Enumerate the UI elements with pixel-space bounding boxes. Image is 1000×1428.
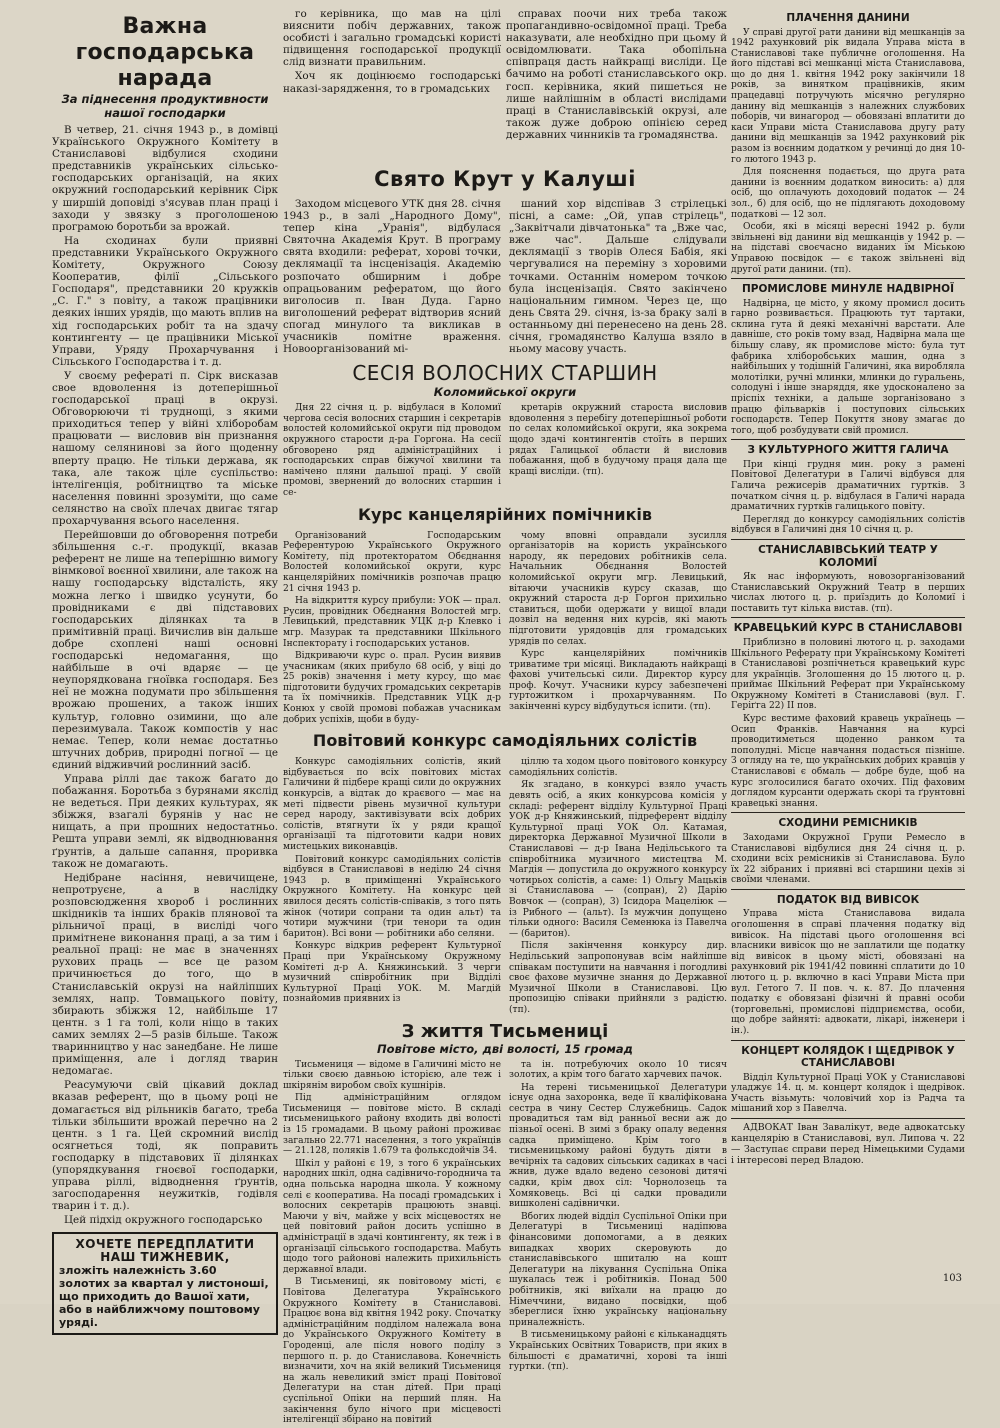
paragraph: Вбогих людей відділ Суспільної Опіки при Делегатурі в Тисьмениці надіпюва фінансовими допомогами, а в деяких випадках хворих скеровують до станиславівського шпиталю на кошт Делегатури на лікування Суспільна Опіка шукалась теж і робітників. Понад 500 робітників, які виїхали на працю до Німеччини, видано посвідки, щоб збереглися їхню українську національну приналежність. xyxy=(509,1211,727,1328)
paragraph: Надвірна, це місто, у якому промисл досить гарно розвивається. Працюють тут тартаки, склина гута й деякі механічні варстати. Але давніше, сто років тому взад, Надвірна мала ще більшу славу, як промислове місто: була тут фабрика хліборобських машин, одна з найбільших у тодішній Галичині, яка виробляла молотілки, ручні млинки, млинки до гуральень, солодуні і інше знаряддя, яке удосконалено за пріспіх техніки, а дальше зорганізовано з працю фільварків і поступових сільських господарств. Тепер Покуття знову змагає до того, щоб розбудувати свій промисл. xyxy=(731,298,965,436)
column-3-top xyxy=(506,8,727,143)
divider xyxy=(731,1040,965,1041)
subscription-ad xyxy=(52,1232,278,1335)
paragraph: Заходами Окружної Групи Ремесло в Станиславові відбулися дня 24 січня ц. р. сходини всіх ремісників зі Станиславова. Було їх 22 зібраних і приявні всі старшини цехів зі своїми членами. xyxy=(731,832,965,886)
article-title: Повітовий конкурс самодіяльних солістів xyxy=(312,731,698,751)
section-title: ПОДАТОК ВІД ВИВІСОК xyxy=(776,893,920,906)
paragraph: На відкриття курсу прибули: УОК — прал. Русин, провідник Обєднання Волостей мгр. Левицький, представник УЦК д-р Клевко і мгр. Мазурак та представники Шкільного Інспекторату і господарських установ. xyxy=(283,596,501,649)
lawyer-ad: АДВОКАТ Іван Завалікут, веде адвокатську канцелярію в Станиславові, вул. Липова ч. 22 — Заступає справи перед Німецькими Судами і інтересові перед Владою. xyxy=(731,1121,965,1166)
paragraph: Управа міста Станиславова видала оголошення в справі плачення податку від вивісок. На підставі цього оголошення всі власники вивісок що не заплатили ще податку від вивісок в цьому місті, обовязані на рахунковий рік 1941/42 повинні сплатити до 10 лютого ц. р. включно в касі Управи Міста при вул. Гетого 7. ІІ пов. ч. к. 87. До плачення податку є обовязані фізичні й правні особи (торговельні, промислові підприємства, особи, що добре зайняті: адвокати, лікарі, інженери і ін.). xyxy=(731,909,965,1036)
column-1 xyxy=(52,8,278,1335)
divider xyxy=(731,1118,965,1119)
divider xyxy=(731,889,965,890)
paragraph: ціллю та ходом цього повітового конкурсу самодіяльних солістів. xyxy=(509,757,727,778)
page-number: 103 xyxy=(942,1273,962,1284)
paragraph: Перегляд до конкурсу самодіяльних солістів відбувся в Галичині дня 10 січня ц. р. xyxy=(731,514,965,536)
divider xyxy=(731,539,965,540)
paragraph: Шкіл у районі є 19, з того 6 українських народних шкіл, одна садівничо-городнича та одна польська народна школа. У кожному селі є кооператива. На посаді громадських і волосних секретарів працюють знавці. Маючи у віч, майже у всіх місцевостях не цей повітовий район досить успішно в адміністрації в здачі контингенту, як теж і в організації сільського господарства. Мабуть щодо того районові належить прихильність державної влади. xyxy=(283,1158,501,1275)
paragraph: та ін. потребуючих около 10 тисяч золотих, а крім того багато харчевих пачок. xyxy=(509,1059,727,1081)
paragraph: Організований Господарським Референтурою Українського Окружного Комітету, під протекторатом Обєднання Волостей коломийської округи, курс канцелярійних помічників розпочав працю 21 січня 1943 р. xyxy=(283,530,501,594)
paragraph: Відділ Культурної Праці УОК у Станиславові уладжує 14. ц. м. концерт колядок і щедрівок. Участь візьмуть: чоловічий хор із Радча та мішаний хор з Павелча. xyxy=(731,1072,965,1115)
paragraph: Як згадано, в конкурсі взяло участь девять осіб, а яких конкурсова комісія у складі: референт відділу Культурної Праці УОК д-р Княжинський, підреферент відділу Культурної праці УОК Ол. Катамая, директорка Державної Музичної Школи в Станиславові — д-р Івана Недільського та співробітника музичного мистецтва М. Магдія — допустила до окружного конкурсу чотирьох солістів, а саме: 1) Ольгу Мацьків зі Станиславова — (сопран), 2) Дарію Вовчок — (сопран), 3) Ісидора Мацеліюк — із Рибного — (альт). Із мужчин допущено тільки одного: Василя Семенюка із Павелча — (баритон). xyxy=(509,780,727,939)
section-title: СТАНИСЛАВІВСЬКИЙ ТЕАТР У КОЛОМИЇ xyxy=(758,544,938,569)
ad-body: зложіть належність 3.60 золотих за квартал у листоноші, що приходить до Вашої хати, або в найближчому поштовому уряді. xyxy=(59,1264,269,1330)
paragraph: Курс канцелярійних помічників триватиме три місяці. Викладають найкращі фахові учительські сили. Директор курсу проф. Кочут. Учасники курсу забезпечені гуртожитком і прохарчуванням. По закінченні курсу відбудуться іспити. (тп). xyxy=(509,649,727,713)
section-title: З КУЛЬТУРНОГО ЖИТТЯ ГАЛИЧА xyxy=(747,444,949,457)
paragraph: Дня 22 січня ц. р. відбулася в Коломиї чергова сесія волосних старшин і секретарів волостей коломийської округи під проводом окружного старости д-ра Горгона. На сесії обговорено ряд адміністраційних і господарських справ біжучої хвилини та намічено пляни дальшої праці. У своїй промові, звернений до волосних старшин і се- xyxy=(283,403,501,498)
paragraph: Хоч як доцінюємо господарські наказі-зарядження, то в громадських xyxy=(283,70,501,95)
paragraph: В Тисьмениці, як повітовому місті, є Повітова Делегатура Українського Окружного Комітету в Станиславові. Працює вона від квітня 1942 року. Спочатку адміністраційним подділом належала вона до Українського Окружного Комітету в Городенці, але після нового поділу з першого п. р. до Станиславова. Конечність визначити, хоч на якій великий Тисьмениця на жаль невеликий зміст праці Повітової Делегатури на стан дітей. При праці суспільної Опіки на перший плян. На закінчення було нічого при місцевості інтелігенції збірано на повітий xyxy=(283,1277,501,1426)
article-title: З життя Тисьмениці xyxy=(401,1020,609,1042)
paragraph: Під адміністраційним оглядом Тисьмениця — повітове місто. В складі тисьменицького району входить дві волості із 15 громадами. В цьому районі проживає загально 22.771 населення, з того українців — 21.128, поляків 1.679 та фольксдойчів 34. xyxy=(283,1093,501,1157)
paragraph: Заходом місцевого УТК дня 28. січня 1943 р., в залі „Народного Дому", тепер кіна „Уранія", відбулася Святочна Академія Крут. В програму свята входили: реферат, хорові точки, деклямації та інсценізація. Академію розпочато обширним і добре опрацьованим рефератом, що його виголосив п. Іван Дуда. Гарно виголошений реферат відтворив ясний спогад минулого та викликав в учасників помітне враження. Новоорганізований мі- xyxy=(283,198,501,356)
paragraph: Курс вестиме фаховий кравець українець — Осип Франків. Навчання на курсі проводитиметься щоденно ранком та пополудні. Місце навчання подасться пізніше. З огляду на те, що українських добрих кравців у Станиславові є обмаль — добре буде, щоб на курс зголосилися багато охочих. Під фаховим доглядом курсанти одержать скорі та ґрунтовні кравецькі знання. xyxy=(731,714,965,809)
paragraph: Тисьмениця — відоме в Галичині місто не тільки своєю давньою історією, але теж і шкірянім виробом своїх кушнірів. xyxy=(283,1059,501,1091)
paragraph: Повітовий конкурс самодіяльних солістів відбувся в Станиславові в неділю 24 січня 1943 р. в приміщенні Українського Окружного Комітету. На конкурс цей явилося десять солістів-співаків, з того пять жінок (чотири сопрани та один альт) та чотири мужчини (три тенори та один баритон). Всі вони — робітники або селяни. xyxy=(283,854,501,939)
paragraph: Після закінчення конкурсу дир. Недільський запропонував всім найліпше співакам поступити на навчання і погодливі своє фахове музичне знання до Державної Музичної Школи в Станиславові. Цю пропозицію співаки прийняли з радістю. (тп). xyxy=(509,941,727,1015)
section-title: ПРОМИСЛОВЕ МИНУЛЕ НАДВІРНОЇ xyxy=(742,283,954,296)
divider xyxy=(731,278,965,279)
article-subtitle: Повітове місто, дві волості, 15 громад xyxy=(377,1041,633,1056)
article-title: Важна господарська нарада xyxy=(75,14,255,91)
ad-heading: ХОЧЕТЕ ПЕРЕДПЛАТИТИ НАШ ТИЖНЕВИК, xyxy=(75,1237,255,1265)
paragraph: У своєму рефераті п. Сірк висказав свое вдоволення із дотеперішньої господарської праці в окрузі. Обговорюючи ті труднощі, з якими приходиться тепер у війні хліборобам працювати — висловив він признання нашому селянинові за його щоденну вперту працю. Не тільки держава, як така, але також ціле суспільство: інтелігенція, робітництво та міське населення повинні зрозуміти, що саме селянство на своїх плечах двигає тягар прохарчування всього населення. xyxy=(52,369,278,527)
column-4 xyxy=(731,8,965,1168)
paragraph: шаний хор відспівав 3 стрілецькі пісні, а саме: „Ой, упав стрілець", „Заквітчали дівчатонька" та „Вже час, вже час". Дальше слідували деклямації з творів Олеся Бабія, які чергувалися на переміну з хоровими точками. Останнім номером точкою була інсценізація. Свято закінчено національним гимном. Через це, що день Свята 29. січня, із-за браку залі в останньому дні перенесено на день 28. січня, громадянство Калуша взяло в ньому масову участь. xyxy=(509,198,727,356)
article-title: Свято Крут у Калуші xyxy=(374,167,636,191)
paragraph: Реасумуючи свій цікавий доклад вказав референт, що в цьому році не домагається від рільників багато, треба тільки збільшити врожай перечно на 2 центн. з 1 га. Цей скромний вислід осягнеться тоді, як поправить господарку в підставових її ділянках (упорядкування гноєвої господарки, управа ріллі, відводнення ґрунтів, загосподарення неужитків, годівля тварин і т. д.). xyxy=(52,1079,278,1213)
section-title: КОНЦЕРТ КОЛЯДОК І ЩЕДРІВОК У СТАНИСЛАВОВІ xyxy=(741,1044,955,1069)
article-subtitle: За піднесення продуктивности нашої господарки xyxy=(61,92,269,120)
paragraph: Як нас інформують, новозорганізований Станиславський Окружний Театр в перших числах лютого ц. р. приїздить до Коломиї і поставить тут кілька вистав. (тп). xyxy=(731,572,965,614)
paragraph: чому вповні оправдали зусилля організаторів на користь українського народу, як передових робітників села. Начальник Обєднання Волостей коломийської округи мгр. Левицький, вітаючи учасників курсу сказав, що окружний староста д-р Горгон прихильно ставиться, щоби одержати у вищої влади дозвіл на ведення них курсів, які мають підготовити урядовців для громадських урядів по селах. xyxy=(509,530,727,647)
article-title: Курс канцелярійних помічників xyxy=(357,504,653,524)
center-section xyxy=(283,162,727,1428)
paragraph: У справі другої рати данини від мешканців за 1942 рахунковий рік видала Управа міста в Станиславові таке публичне оголошення. На його підставі всі мешканці міста Станиславова, що до дня 1. квітня 1942 року закінчили 18 років, за винятком працівників, яким працедавці потручують місячно регулярно данину від мешканців з належних службових поборів, чи винагород — обовязані вплатити до каси Управи міста Станиславова другу рату данини від мешканців за 1942 рахунковий рік разом із воєнним додатком у речинці до дня 10-го лютого 1943 р. xyxy=(731,27,965,165)
paragraph: Конкурс самодіяльних солістів, який відбувається по всіх повітових містах Галичини й підбере кращі сили до окружних конкурсів, а відтак до краєвого — має на меті підвести рівень музичної культури серед народу, зактивізувати всіх добрих солістів, втягнути їх у ряди кращої організації та підготовити кадри нових мистецьких виконавців. xyxy=(283,757,501,852)
paragraph: Цей підхід окружного господарсько xyxy=(64,1214,263,1227)
paragraph: На сходинах були приявні представники Українського Окружного Комітету, Окружного Союзу Кооператив, філії „Сільського Господаря", представники 20 кружків „С. Г." з повіту, а також працівники деяких інших урядів, що мають вплив на хід господарських робіт та на здачу контингенту — це працівники Міської Управи, Уряду Прохарчування і Сільського Господарства і т. д. xyxy=(52,234,278,368)
paragraph: Особи, які в місяці вересні 1942 р. були звільнені від данини від мешканців у 1942 р. — на підставі своєчасно виданих їм Міською Управою посвідок — є також звільнені від другої рати данини. (тп). xyxy=(731,222,965,275)
paragraph: Відкриваючи курс о. прал. Русин виявив учасникам (яких прибуло 68 осіб, у віці до 25 років) значення і мету курсу, що має підготовити будучих громадських секретарів та їх помічників. Представник УЦК д-р Конюх у своїй промові побажав учасникам добрих успіхів, щоби в буду- xyxy=(283,651,501,725)
paragraph: В четвер, 21. січня 1943 р., в домівці Українського Окружного Комітету в Станиславові відбулися сходини представників українських сільсько-господарських організацій, на яких окружний господарський керівник Сірк у ширшій доповіді з'ясував план праці і заходи у звязку з проголошеною програмою боротьби за врожай. xyxy=(52,124,278,233)
paragraph: Недібране насіння, невичищене, непротруєне, а в наслідку розповсюдження хвороб і рослинних шкідників та інших браків плянової та рільничої праці, в висліді чого примітнене виконання праці, а за тим і реальної праці: не має в значеннях рухових праць — все це разом причинюється до того, що в Станиславській окрузі на найліпших землях, напр. Товмацького повіту, збирають збіжжя 12, найбільше 17 центн. з 1 га толі, коли ніщо в таких самих землях 2—5 разів більше. Також тваринництво у нас занедбане. Не лише приміщення, але і догляд тварин недомагає. xyxy=(52,871,278,1078)
paragraph: Управа ріллі дає також багато до побажання. Боротьба з бурянами якслід не ведеться. При деяких культурах, як збіжжя, взагалі бурянів у нас не нищать, а при прошних недостатньо. Решта управи землі, як відводнювання ґрунтів, а дальше сапання, проривка також не домагають. xyxy=(52,772,278,870)
article-title: СЕСІЯ ВОЛОСНИХ СТАРШИН xyxy=(352,361,658,386)
paragraph: Для пояснення подається, що друга рата данини із воєнним додатком виносить: а) для осіб, що оплачують доходовий податок — 24 зол., б) для осіб, що не підлягають доходовому податкові — 12 зол. xyxy=(731,167,965,220)
section-title: КРАВЕЦЬКИЙ КУРС В СТАНИСЛАВОВІ xyxy=(733,622,963,635)
paragraph: Конкурс відкрив референт Культурної Праці при Українському Окружному Комітеті д-р А. Княжинський. З черги музичний співробітник при Відділі Культурної Праці УОК. М. Магдій познайомив приявних із xyxy=(283,941,501,1005)
paragraph: справах поочи них треба також пропагандивно-освідомної праці. Треба наказувати, але необхідно при цьому й освідомлювати. Така обопільна співпраця дасть найкращі висліди. Це бачимо на роботі станиславського окр. госп. керівника, який пишеться не лише найлішнім в області вислідами праці в Станиславівській окрузі, але також дуже доброю опінією серед державних чинників та громадянства. xyxy=(506,8,727,141)
paragraph: Приблизно в половині лютого ц. р. заходами Шкільного Реферату при Українському Комітеті в Станиславові розпічнеться кравецький курс для українців. Зголошення до 15 лютого ц. р. приймає Шкільний Реферат при Українському Окружному Комітеті в Станиславові (вул. Г. Геріґга 22) II пов. xyxy=(731,637,965,712)
paragraph: кретарів окружний староста висловив вдоволення з перебігу дотеперішньої роботи по селах коломийської округи, яка зокрема щодо здачі контингентів стоїть в перших рядах Галицької области й висловив побажання, щоб в будучому праця дала ще кращі висліди. (тп). xyxy=(509,403,727,477)
divider xyxy=(731,617,965,618)
paragraph: При кінці грудня мин. року з рамені Повітової Делегатури в Галичі відбувся для Галича режисерів драматичних гуртків. З початком січня ц. р. відбулася в Галичі нарада драматичних гуртків галицького повіту. xyxy=(731,459,965,513)
column-2-top xyxy=(283,8,501,97)
divider xyxy=(731,812,965,813)
divider xyxy=(731,439,965,440)
paragraph: На терені тисьменицької Делегатури існує одна захоронка, веде її кваліфікована сестра в чину Сестер Служебниць. Садок провадиться там від ранньої весни аж до пізньої осені. В зимі з браку опалу ведення садка приміщено. Крім того в тисьменицькому районі будуть діяти в вечірніх та садових сільських садиках в часі жнив, дуже вдало ведено сезонові дитячі садки, крім двох сіл: Чорнолозець та Хомяковець. Всі ці садки провадили вишколені садівнички. xyxy=(509,1082,727,1210)
article-subtitle: Коломийської округи xyxy=(433,385,577,400)
paragraph: В тисьменицькому районі є кільканадцять Українських Освітних Товариств, при яких в більшості є драматичні, хорові та інші гуртки. (тп). xyxy=(509,1330,727,1373)
paragraph: Перейшовши до обговорення потреби збільшення с.-г. продукції, вказав референт не лише на теперішню вимогу вінмкової воєнної хвилини, але також на нашу господарську відсталість, яку можна легко і швидко усунути, бо провідниками є дві підставових господарських ділянках та в примітивній праці. Вичислив він дальше добре схоплені наші основні господарські недомагання, що найбільше в очі вдаряє — це неупорядкована гноївка господаря. Без неї не можна подумати про збільшення врожаю прошених, а також інших культур, головно озимини, що але перезимувала. Також компостів у нас немає. Тепер, коли немає достатньо штучних добрив, природні погної — це єдиний відживчий рослинний засіб. xyxy=(52,529,278,771)
section-title: ПЛАЧЕННЯ ДАНИНИ xyxy=(786,12,910,24)
section-title: СХОДИНИ РЕМІСНИКІВ xyxy=(778,817,918,830)
paragraph: го керівника, що мав на цілі вияснити побіч державних, також особисті і загально громадські користі підвищення господарської продукції слід визнати правильним. xyxy=(283,8,501,69)
